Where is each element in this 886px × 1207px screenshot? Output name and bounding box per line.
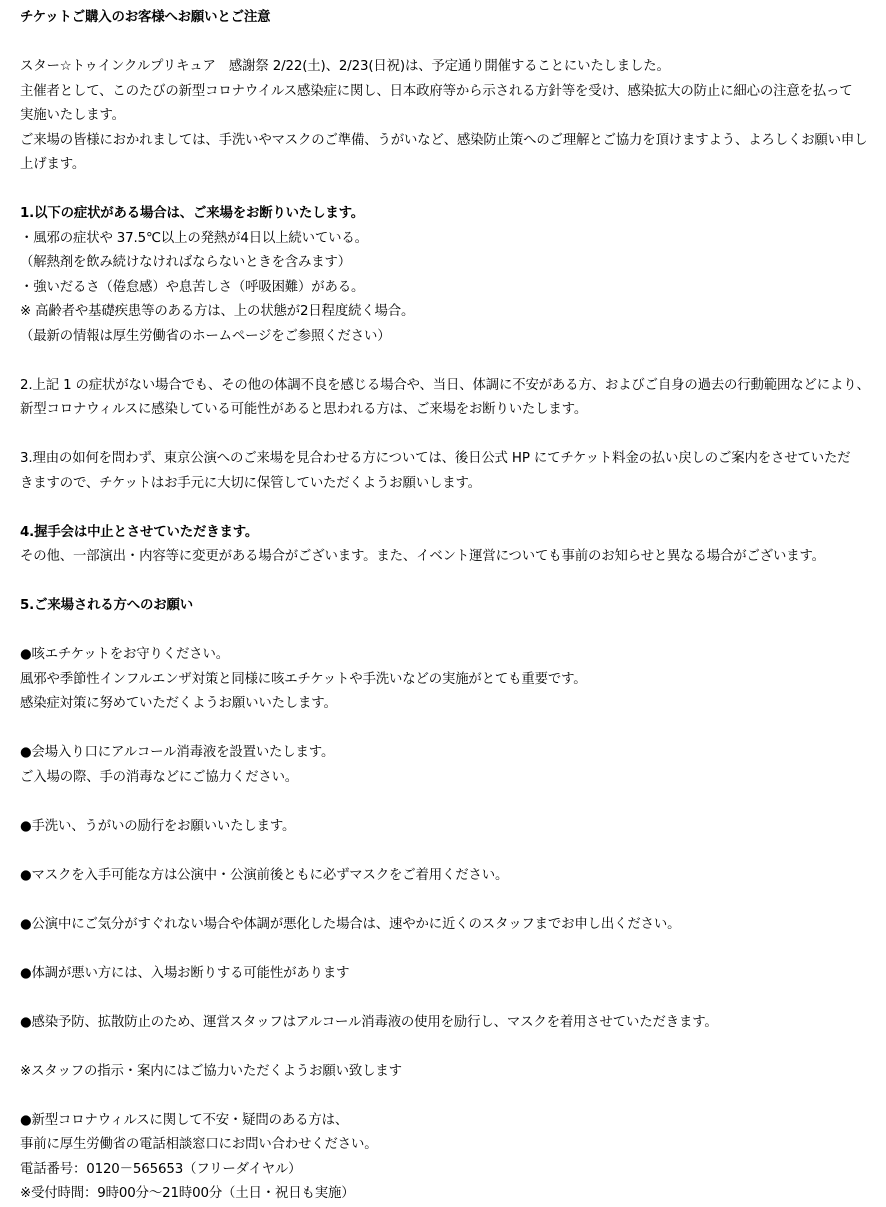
section-3-line: きますので、チケットはお手元に大切に保管していただくようお願いします。: [20, 475, 481, 491]
handwash-item: ●手洗い、うがいの励行をお願いいたします。: [20, 818, 296, 834]
intro-line: 主催者として、このたびの新型コロナウイルス感染症に関し、日本政府等から示される方針等を受け、感染拡大の防止に細心の注意を払って: [20, 83, 853, 99]
consultation-line: 事前に厚生労働省の電話相談窓口にお問い合わせください。: [20, 1137, 378, 1152]
section-1-line: （最新の情報は厚生労働省のホームページをご参照ください）: [20, 328, 391, 344]
section-1-line: ・強いだるさ（倦怠感）や息苦しさ（呼吸困難）がある。: [20, 279, 365, 295]
section-2-line: 2.上記 1 の症状がない場合でも、その他の体調不良を感じる場合や、当日、体調に不安がある方、およびご自身の過去の行動範囲などにより、: [20, 377, 870, 393]
spacer: [20, 619, 878, 644]
alcohol-line: ご入場の際、手の消毒などにご協力ください。: [20, 769, 299, 785]
cooperation-note: ※スタッフの指示・案内にはご協力いただくようお願い致します: [20, 1063, 402, 1079]
refuse-entry-item: ●体調が悪い方には、入場お断りする可能性があります: [20, 965, 350, 981]
cough-etiquette-line: 感染症対策に努めていただくようお願いいたします。: [20, 696, 337, 711]
spacer: [20, 888, 878, 913]
alcohol-item: ●会場入り口にアルコール消毒液を設置いたします。: [20, 745, 335, 760]
section-4-line: その他、一部演出・内容等に変更がある場合がございます。また、イベント運営についても事前のお知らせと異なる場合がございます。: [20, 549, 825, 564]
intro-line: ご来場の皆様におかれましては、手洗いやマスクのご準備、うがいなど、感染防止策へのご理解とご協力を頂けますよう、よろしくお願い申し: [20, 132, 868, 148]
section-1: [20, 202, 878, 349]
cough-etiquette-line: 風邪や季節性インフルエンザ対策と同様に咳エチケットや手洗いなどの実施がとても重要です。: [20, 671, 587, 687]
reception-hours: ※受付時間：9時00分～21時00分（土日・祝日も実施）: [20, 1186, 355, 1201]
section-1-line: （解熱剤を飲み続けなければならないときを含みます）: [20, 255, 352, 270]
spacer: [20, 986, 878, 1011]
intro-line: 実施いたします。: [20, 108, 125, 123]
spacer: [20, 790, 878, 815]
page-title: チケットご購入のお客様へお願いとご注意: [20, 10, 271, 25]
section-2: [20, 374, 878, 423]
section-1-line: ※ 高齢者や基礎疾患等のある方は、上の状態が2日程度続く場合。: [20, 304, 415, 319]
section-1-heading: 1.以下の症状がある場合は、ご来場をお断りいたします。: [20, 206, 365, 221]
staff-measures-item: ●感染予防、拡散防止のため、運営スタッフはアルコール消毒液の使用を励行し、マスクを着用させていただきます。: [20, 1014, 718, 1030]
spacer: [20, 1035, 878, 1060]
unwell-item: ●公演中にご気分がすぐれない場合や体調が悪化した場合は、速やかに近くのスタッフまでお申し出ください。: [20, 916, 681, 932]
intro-line: スター☆トゥインクルプリキュア 感謝祭 2/22(土)、2/23(日祝)は、予定通り開催することにいたしました。: [20, 59, 670, 74]
spacer: [20, 178, 878, 203]
phone-number: 電話番号：0120－565653（フリーダイヤル）: [20, 1161, 302, 1177]
spacer: [20, 1084, 878, 1109]
spacer: [20, 423, 878, 448]
section-3: [20, 447, 878, 496]
section-4: [20, 521, 878, 570]
spacer: [20, 839, 878, 864]
spacer: [20, 717, 878, 742]
intro-line: 上げます。: [20, 157, 86, 172]
consultation-item: ●新型コロナウィルスに関して不安・疑問のある方は、: [20, 1112, 349, 1128]
spacer: [20, 570, 878, 595]
intro-paragraph: [20, 55, 878, 178]
spacer: [20, 937, 878, 962]
spacer: [20, 496, 878, 521]
section-2-line: 新型コロナウィルスに感染している可能性があると思われる方は、ご来場をお断りいたします。: [20, 402, 588, 417]
section-5-heading: 5.ご来場される方へのお願い: [20, 598, 193, 613]
notice-document: [20, 6, 878, 1207]
section-4-heading: 4.握手会は中止とさせていただきます。: [20, 524, 259, 540]
mask-item: ●マスクを入手可能な方は公演中・公演前後ともに必ずマスクをご着用ください。: [20, 867, 509, 883]
section-5: [20, 594, 878, 1207]
section-1-line: ・風邪の症状や 37.5℃以上の発熱が4日以上続いている。: [20, 230, 368, 246]
cough-etiquette-item: ●咳エチケットをお守りください。: [20, 647, 229, 662]
section-3-line: 3.理由の如何を問わず、東京公演へのご来場を見合わせる方については、後日公式 HP にてチケット料金の払い戻しのご案内をさせていただ: [20, 451, 851, 466]
spacer: [20, 349, 878, 374]
spacer: [20, 31, 878, 56]
